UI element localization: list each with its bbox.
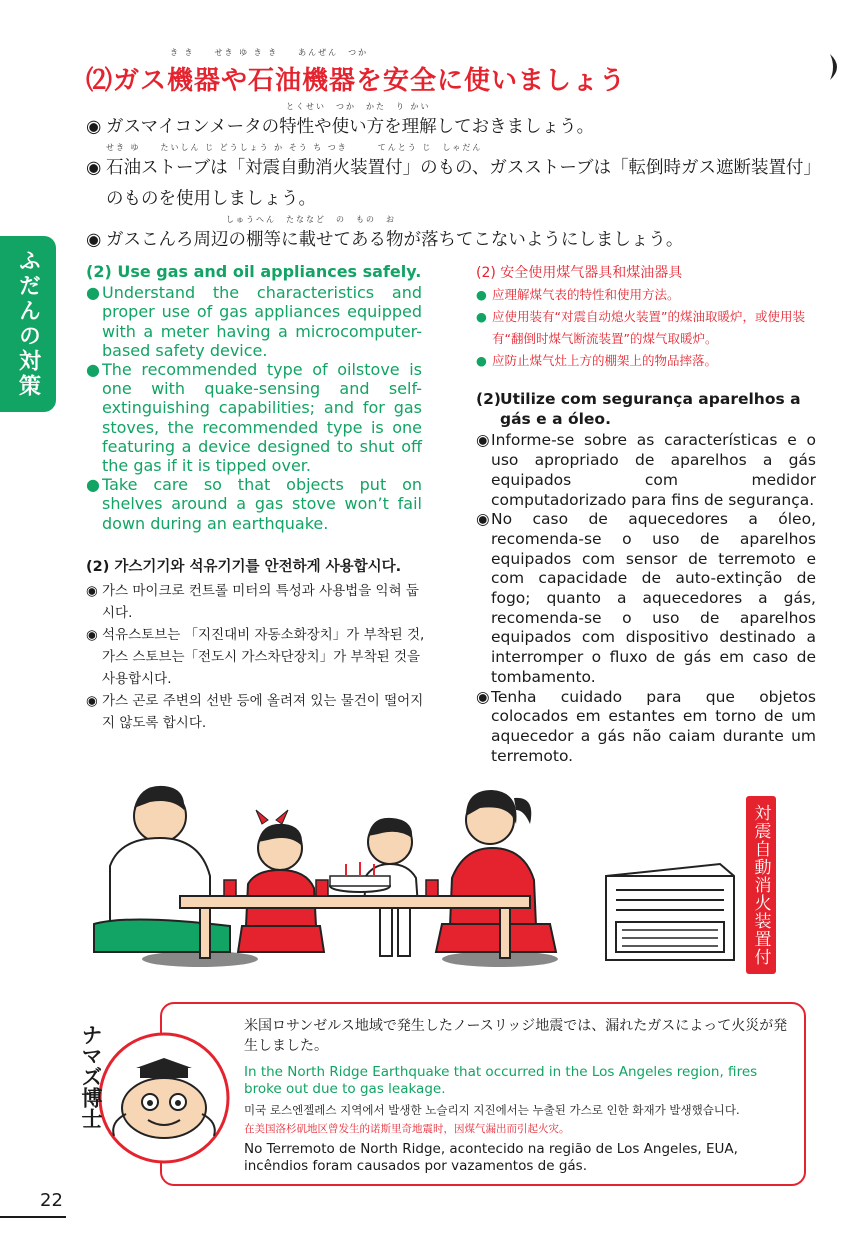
- bullet-dot-icon: ●: [476, 353, 487, 368]
- info-text-group: [244, 1016, 796, 1175]
- zh-bullet-item: [476, 350, 826, 372]
- zh-bullet-text: 应理解煤气表的特性和使用方法。: [492, 287, 680, 302]
- bullet-dot-icon: ●: [476, 287, 487, 302]
- mother-figure: [436, 790, 556, 952]
- bullet-dot-icon: ●: [86, 360, 100, 380]
- info-text-pt: No Terremoto de North Ridge, acontecido na região de Los Angeles, EUA, incêndios foram causados por vazamentos de gás.: [244, 1141, 738, 1174]
- jp-bullet-item: [86, 225, 826, 256]
- zh-bullet-item: [476, 306, 826, 350]
- portuguese-section: [476, 390, 816, 766]
- drink-cup: [224, 880, 236, 896]
- bullet-icon: ◉: [476, 510, 490, 529]
- pt-bullet-item: [476, 510, 816, 687]
- pt-bullet-text: No caso de aquecedores a óleo, recomenda-se o uso de aparelhos equipados com sensor de terremoto e com capacidade de auto-extinção de fogo; quanto a aquecedores a gás, recomenda-se o uso de aparelhos equipados com dispositivo destinado a interromper o fluxo de gás em caso de tombamento.: [491, 510, 816, 686]
- en-bullet-item: [86, 283, 422, 360]
- oil-heater-illustration: [600, 856, 740, 966]
- ko-bullet-item: [86, 580, 428, 624]
- bullet-icon: ◉: [86, 627, 98, 643]
- page-number: 22: [40, 1190, 63, 1211]
- jp-bullet-text: ガスこんろ周辺の棚等に載せてある物が落ちてこないようにしましょう。: [106, 230, 684, 250]
- en-bullet-text: Understand the characteristics and proper use of gas appliances equipped with a meter having a microcomputer-based safety device.: [102, 283, 422, 360]
- bullet-dot-icon: ●: [86, 283, 100, 303]
- family-illustration: [80, 776, 580, 976]
- info-text-jp: 米国ロサンゼルス地域で発生したノースリッジ地震では、漏れたガスによって火災が発生しました。: [244, 1018, 788, 1054]
- bullet-dot-icon: ●: [476, 309, 487, 324]
- pt-title-text: Utilize com segurança aparelhos a gás e a óleo.: [500, 390, 801, 428]
- en-bullet-text: Take care so that objects put on shelves around a gas stove won’t fail down during an earthquake.: [102, 475, 422, 533]
- bullet-icon: ◉: [86, 117, 102, 137]
- jp-bullet-text: 石油ストーブは「対震自動消火装置付」のもの、ガスストーブは「転倒時ガス遮断装置付」のものを使用しましょう。: [106, 158, 822, 209]
- title-ruby: き き せき ゆ き き あんぜん つか: [170, 48, 369, 57]
- bullet-icon: ◉: [86, 583, 98, 599]
- jp-bullet-item: [86, 153, 826, 215]
- jp-bullet-item: [86, 112, 826, 143]
- en-title: (2) Use gas and oil appliances safely.: [86, 262, 422, 281]
- ko-bullet-item: [86, 624, 428, 690]
- ko-bullet-item: [86, 690, 428, 734]
- bullet-icon: ◉: [476, 431, 490, 450]
- jp-ruby: せき ゆ たいしん じ どうしょう か そう ち つき てんとう じ しゃだん: [106, 143, 483, 152]
- jp-bullet-list: [86, 102, 826, 256]
- pt-title-number: (2): [476, 390, 501, 408]
- ko-bullet-text: 가스 곤로 주변의 선반 등에 올려져 있는 물건이 떨어지지 않도록 합시다.: [102, 693, 424, 731]
- zh-title: (2) 安全使用煤气器具和煤油器具: [476, 265, 683, 281]
- ko-bullet-text: 석유스토브는 「지진대비 자동소화장치」가 부착된 것, 가스 스토브는「전도시 가스차단장치」가 부착된 것을 사용합시다.: [102, 627, 425, 687]
- bullet-dot-icon: ●: [86, 475, 100, 495]
- info-text-zh: 在美国洛杉矶地区曾发生的诺斯里奇地震时，因煤气漏出而引起火灾。: [244, 1123, 570, 1135]
- pt-bullet-text: Informe-se sobre as características e o uso apropriado de aparelhos a gás equipados com medidor computadorizado para fins de segurança.: [491, 431, 816, 509]
- ko-bullet-text: 가스 마이크로 컨트롤 미터의 특성과 사용법을 익혀 둡시다.: [102, 583, 419, 621]
- jp-bullet-text: ガスマイコンメータの特性や使い方を理解しておきましょう。: [106, 117, 595, 137]
- english-section: [86, 262, 422, 533]
- pt-bullet-item: [476, 688, 816, 767]
- zh-bullet-item: [476, 284, 826, 306]
- jp-ruby: しゅうへん たななど の もの お: [226, 215, 396, 224]
- drink-cup: [316, 880, 328, 896]
- bullet-icon: ◉: [476, 687, 490, 706]
- side-tab[interactable]: ふだんの対策: [0, 236, 56, 412]
- girl-figure: [238, 810, 324, 952]
- en-bullet-item: [86, 360, 422, 475]
- dr-namazu-badge: [96, 1030, 232, 1166]
- page-divider: [0, 1216, 66, 1218]
- pt-bullet-text: Tenha cuidado para que objetos colocados em estantes em torno de um aquecedor a gás não caiam durante um terremoto.: [491, 687, 816, 765]
- info-text-ko: 미국 로스엔젤레스 지역에서 발생한 노슬리지 지진에서는 누출된 가스로 인한 화재가 발생했습니다.: [244, 1103, 740, 1117]
- korean-section: [86, 556, 428, 734]
- pt-title: [476, 390, 816, 429]
- en-bullet-text: The recommended type of oilstove is one with quake-sensing and self-extinguishing capabilities; and for gas stoves, the recommended type is one featuring a device designed to shut off the gas if it is tipped over.: [102, 360, 422, 476]
- binding-mark-icon: [828, 52, 844, 82]
- pt-bullet-item: [476, 431, 816, 510]
- jp-ruby: とくせい つか かた り かい: [286, 102, 431, 111]
- en-bullet-item: [86, 475, 422, 533]
- bullet-icon: ◉: [86, 230, 102, 250]
- drink-cup: [426, 880, 438, 896]
- info-text-en: In the North Ridge Earthquake that occurred in the Los Angeles region, fires broke out due to gas leakage.: [244, 1064, 758, 1097]
- zh-bullet-text: 应防止煤气灶上方的棚架上的物品摔落。: [492, 353, 718, 368]
- bullet-icon: ◉: [86, 693, 98, 709]
- heater-label: 対震自動消火装置付: [746, 796, 776, 974]
- ko-title: (2) 가스기기와 석유기기를 안전하게 사용합시다.: [86, 559, 402, 575]
- chinese-section: [476, 262, 826, 372]
- badge-label: ナマズ博士: [79, 1024, 103, 1129]
- zh-bullet-text: 应使用装有“对震自动熄火装置”的煤油取暖炉，或使用装有“翻倒时煤气断流装置”的煤气取暖炉。: [492, 309, 805, 346]
- section-title-jp: ⑵ガス機器や石油機器を安全に使いましょう: [86, 66, 627, 96]
- bullet-icon: ◉: [86, 158, 102, 178]
